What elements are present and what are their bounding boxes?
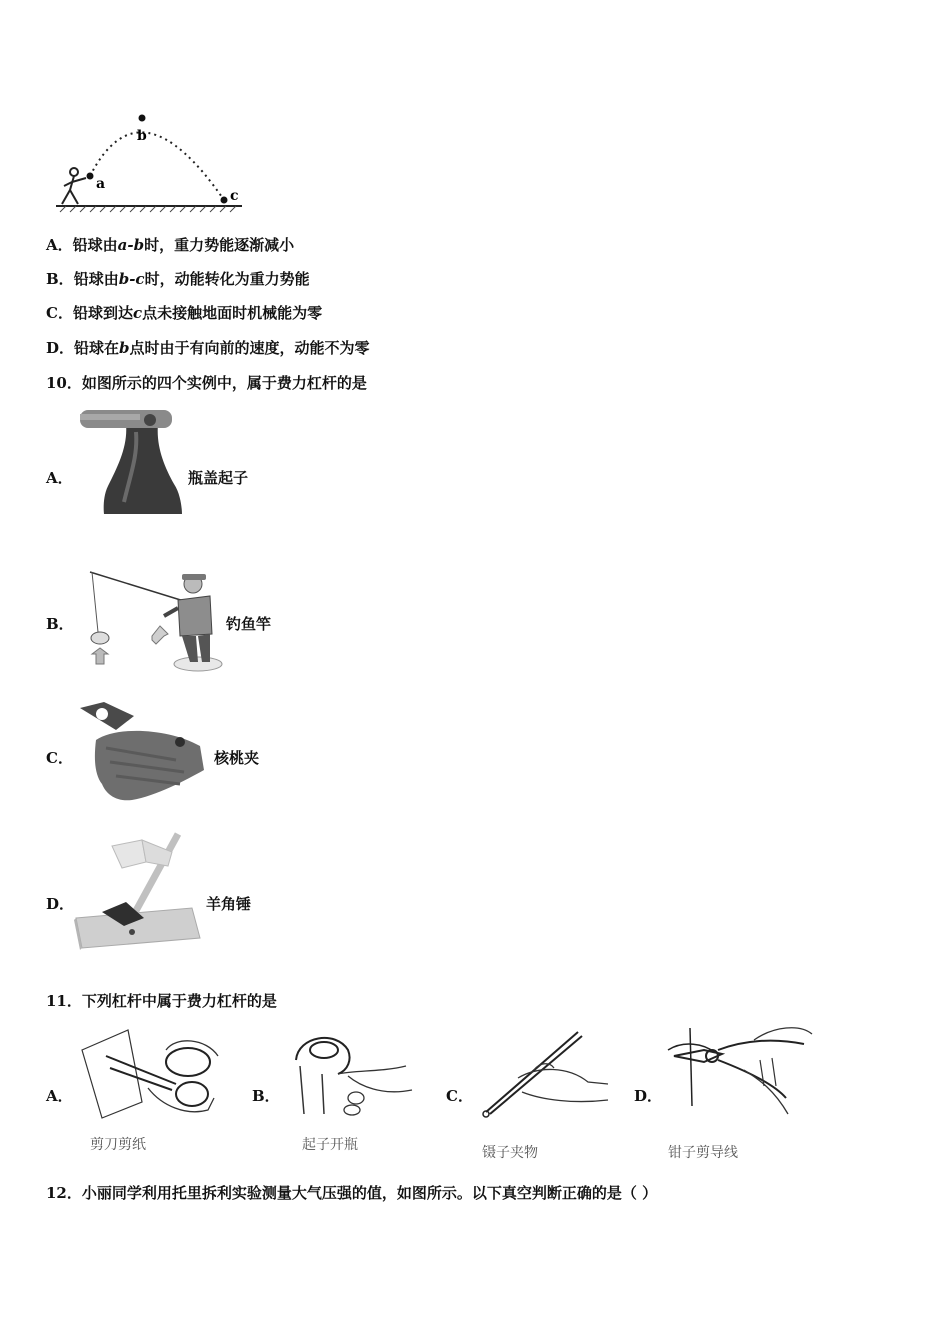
q10-stem: 10．如图所示的四个实例中，属于费力杠杆的是: [46, 374, 367, 392]
q11-option-c-caption: 镊子夹物: [482, 1145, 538, 1161]
arrow-up-icon: [152, 626, 168, 644]
shot-point-a: [87, 173, 94, 180]
arrow-down-icon: [92, 648, 108, 664]
shot-point-b: [139, 115, 146, 122]
q10-option-c-letter[interactable]: C．: [46, 749, 73, 767]
q10-option-b-letter[interactable]: B．: [46, 615, 74, 633]
q9-option-d[interactable]: D．铅球在b点时由于有向前的速度，动能不为零: [46, 339, 370, 357]
label-c: c: [230, 188, 239, 204]
q9-option-b[interactable]: B．铅球由b-c时，动能转化为重力势能: [46, 270, 310, 288]
fishing-rod-image: [78, 566, 226, 678]
bottle-opener-image: [78, 406, 188, 518]
claw-hammer-image: [72, 832, 206, 952]
q11-option-c-letter[interactable]: C．: [446, 1087, 473, 1105]
pliers-cutting-wire-image: [664, 1020, 816, 1120]
q10-option-d-label: 羊角锤: [206, 895, 252, 913]
label-a: a: [96, 176, 106, 192]
projectile-trajectory-figure: [52, 108, 252, 216]
shot-point-c: [221, 197, 228, 204]
q12-stem: 12．小丽同学利用托里拆利实验测量大气压强的值，如图所示。以下真空判断正确的是（ ）: [46, 1184, 658, 1202]
fish-icon: [91, 632, 109, 644]
thrower-figure: [62, 168, 86, 204]
q10-option-d-letter[interactable]: D．: [46, 895, 75, 913]
label-b: b: [137, 128, 147, 144]
q11-option-a-letter[interactable]: A．: [46, 1087, 73, 1105]
q11-option-d-letter[interactable]: D．: [634, 1087, 663, 1105]
q10-option-a-label: 瓶盖起子: [188, 469, 249, 487]
q11-option-b-caption: 起子开瓶: [302, 1137, 358, 1153]
bottle-opener-line-image: [286, 1026, 420, 1118]
trajectory-path: [90, 132, 224, 200]
q9-option-c[interactable]: C．铅球到达c点未接触地面时机械能为零: [46, 304, 323, 322]
scissors-cutting-paper-image: [76, 1026, 222, 1122]
q11-option-d-caption: 钳子剪导线: [668, 1145, 738, 1161]
q10-option-b-label: 钓鱼竿: [226, 615, 272, 633]
tweezers-image: [478, 1026, 614, 1122]
q11-option-b-letter[interactable]: B．: [252, 1087, 280, 1105]
q10-option-c-label: 核桃夹: [214, 749, 260, 767]
q11-option-a-caption: 剪刀剪纸: [90, 1137, 146, 1153]
nutcracker-image: [76, 700, 210, 804]
q11-stem: 11．下列杠杆中属于费力杠杆的是: [46, 992, 277, 1010]
q9-option-a[interactable]: A．铅球由a-b时，重力势能逐渐减小: [46, 236, 295, 254]
q10-option-a-letter[interactable]: A．: [46, 469, 73, 487]
